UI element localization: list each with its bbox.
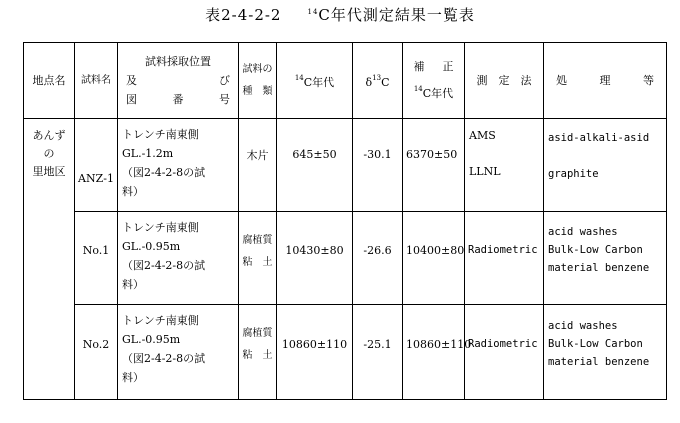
header-row [24,43,667,119]
header-sample-name: 試料名 [75,43,118,119]
age-cell: 10430±80 [277,212,353,305]
sample-name-cell: No.2 [75,305,118,400]
age-cell: 645±50 [277,119,353,212]
treatment-cell: acid washes Bulk-Low Carbon material benzene [544,305,667,400]
method-cell: Radiometric [465,212,544,305]
method-cell: Radiometric [465,305,544,400]
header-c14-age: $^{14}$C年代 [277,43,353,119]
treatment-cell: asid-alkali-asid graphite [544,119,667,212]
location-cell: あんず の 里地区 [24,119,75,400]
delta-cell: -25.1 [353,305,403,400]
corrected-cell: 10400±80 [403,212,465,305]
header-method: 測 定 法 [465,43,544,119]
title-superscript: 14 [307,8,319,16]
table-title [0,4,680,25]
header-location: 地点名 [24,43,75,119]
table-number: 表2-4-2-2 [205,6,282,24]
header-treatment: 処 理 等 [544,43,667,119]
position-cell: トレンチ南東側 GL.-0.95m （図2-4-2-8の試 料） [118,212,239,305]
header-sample-type: 試料の 種 類 [239,43,277,119]
position-cell: トレンチ南東側 GL.-0.95m （図2-4-2-8の試 料） [118,305,239,400]
table-row [24,305,667,400]
type-cell: 腐植質 粘 土 [239,305,277,400]
delta-cell: -26.6 [353,212,403,305]
header-delta-c13: $\delta^{13}C$ [353,43,403,119]
type-cell: 腐植質 粘 土 [239,212,277,305]
corrected-cell: 10860±110 [403,305,465,400]
header-corrected-age: 補 正 $^{14}$C年代 [403,43,465,119]
treatment-cell: acid washes Bulk-Low Carbon material benzene [544,212,667,305]
corrected-cell: 6370±50 [403,119,465,212]
table-row [24,119,667,212]
delta-cell: -30.1 [353,119,403,212]
method-cell: AMS LLNL [465,119,544,212]
title-text: C年代測定結果一覧表 [318,6,475,24]
header-sampling-position: 試料採取位置 及 び 図 番 号 [118,43,239,119]
position-cell: トレンチ南東側 GL.-1.2m （図2-4-2-8の試 料） [118,119,239,212]
age-cell: 10860±110 [277,305,353,400]
type-cell: 木片 [239,119,277,212]
results-table [23,42,667,400]
table-row [24,212,667,305]
sample-name-cell: No.1 [75,212,118,305]
sample-name-cell: ANZ-1 [75,119,118,212]
